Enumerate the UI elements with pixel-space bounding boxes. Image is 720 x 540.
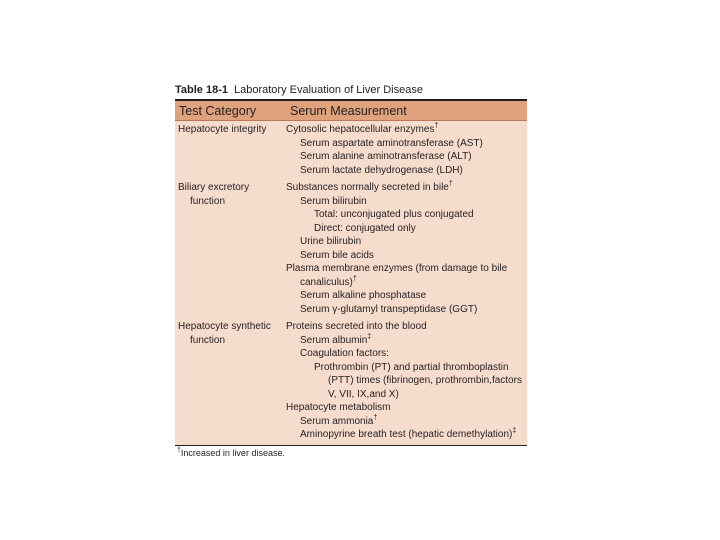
measurement-text: Proteins secreted into the blood [286, 321, 427, 332]
measurement-text: Hepatocyte metabolism [286, 402, 391, 413]
measurement-line [286, 334, 527, 348]
measurement-line [286, 303, 527, 317]
measurement-text: (PTT) times (fibrinogen, prothrombin,factors [328, 375, 522, 386]
footnote-marker: ‡ [512, 427, 517, 435]
table-number: Table 18-1 [175, 84, 228, 96]
measurement-line [286, 181, 527, 195]
footnote-mark: † [177, 446, 181, 454]
measurement-line [286, 195, 527, 209]
footnote-text: Increased in liver disease. [180, 447, 285, 458]
measurement-line [286, 123, 527, 137]
measurement-text: Serum alkaline phosphatase [300, 290, 427, 301]
measurement-text: Plasma membrane enzymes (from damage to bile [286, 263, 508, 274]
measurement-line [286, 347, 527, 361]
measurement-line [286, 235, 527, 249]
footnote-marker: † [352, 275, 357, 283]
measurement-line [286, 249, 527, 263]
test-category-cell [175, 320, 282, 347]
measurement-line [286, 388, 527, 402]
measurement-line [286, 401, 527, 415]
measurement-text: Total: unconjugated plus conjugated [314, 209, 474, 220]
measurement-line [286, 137, 527, 151]
measurement-text: Urine bilirubin [300, 236, 362, 247]
test-category-cell [175, 123, 282, 137]
measurement-line [286, 164, 527, 178]
measurement-line [286, 289, 527, 303]
measurement-text: Serum bilirubin [300, 195, 367, 207]
measurement-text: Serum lactate dehydrogenase (LDH) [300, 164, 463, 176]
measurement-line [286, 428, 527, 442]
table-row [175, 320, 527, 442]
measurement-text: Prothrombin (PT) and partial thromboplastin [314, 361, 509, 373]
measurement-line [286, 150, 527, 164]
category-line: Hepatocyte synthetic [178, 321, 271, 332]
serum-measurement-cell [282, 320, 527, 442]
measurement-text: Cytosolic hepatocellular enzymes [286, 124, 435, 135]
category-line: function [190, 195, 226, 207]
table-row [175, 123, 527, 177]
liver-disease-table [175, 83, 527, 459]
measurement-line [286, 208, 527, 222]
footnote-marker: ‡ [367, 333, 372, 341]
test-category-cell [175, 181, 282, 208]
table-title: Laboratory Evaluation of Liver Disease [234, 84, 423, 96]
table-caption [175, 83, 527, 99]
measurement-text: Serum γ-glutamyl transpeptidase (GGT) [300, 303, 478, 315]
measurement-text: Serum bile acids [300, 249, 374, 261]
measurement-text: Serum aspartate aminotransferase (AST) [300, 137, 483, 149]
measurement-line [286, 361, 527, 375]
measurement-line [286, 374, 527, 388]
measurement-text: Coagulation factors: [300, 348, 389, 359]
category-line: function [190, 334, 226, 346]
table-row [175, 181, 527, 316]
measurement-text: Aminopyrine breath test (hepatic demethylation) [300, 429, 513, 440]
category-line: Hepatocyte integrity [178, 124, 267, 135]
measurement-text: Serum albumin [300, 334, 368, 346]
serum-measurement-cell [282, 123, 527, 177]
footnote-marker: † [373, 414, 378, 422]
header-serum-measurement: Serum Measurement [290, 103, 407, 118]
measurement-line [286, 415, 527, 429]
serum-measurement-cell [282, 181, 527, 316]
category-line: Biliary excretory [178, 182, 250, 193]
measurement-text: Direct: conjugated only [314, 222, 416, 234]
table-rows [175, 121, 527, 445]
footnote-marker: † [448, 180, 453, 188]
table-header-row [175, 101, 527, 121]
measurement-line [286, 276, 527, 290]
measurement-text: Serum alanine aminotransferase (ALT) [300, 151, 472, 162]
measurement-text: Serum ammonia [300, 415, 374, 427]
table-body-area [175, 101, 527, 445]
measurement-text: Substances normally secreted in bile [286, 182, 449, 193]
measurement-text: V, VII, IX,and X) [328, 388, 399, 400]
measurement-line [286, 262, 527, 276]
measurement-line [286, 222, 527, 236]
header-test-category: Test Category [179, 103, 257, 118]
footnote-marker: † [434, 122, 439, 130]
table-footnote [175, 445, 527, 459]
measurement-line [286, 320, 527, 334]
measurement-text: canaliculus) [300, 276, 353, 288]
